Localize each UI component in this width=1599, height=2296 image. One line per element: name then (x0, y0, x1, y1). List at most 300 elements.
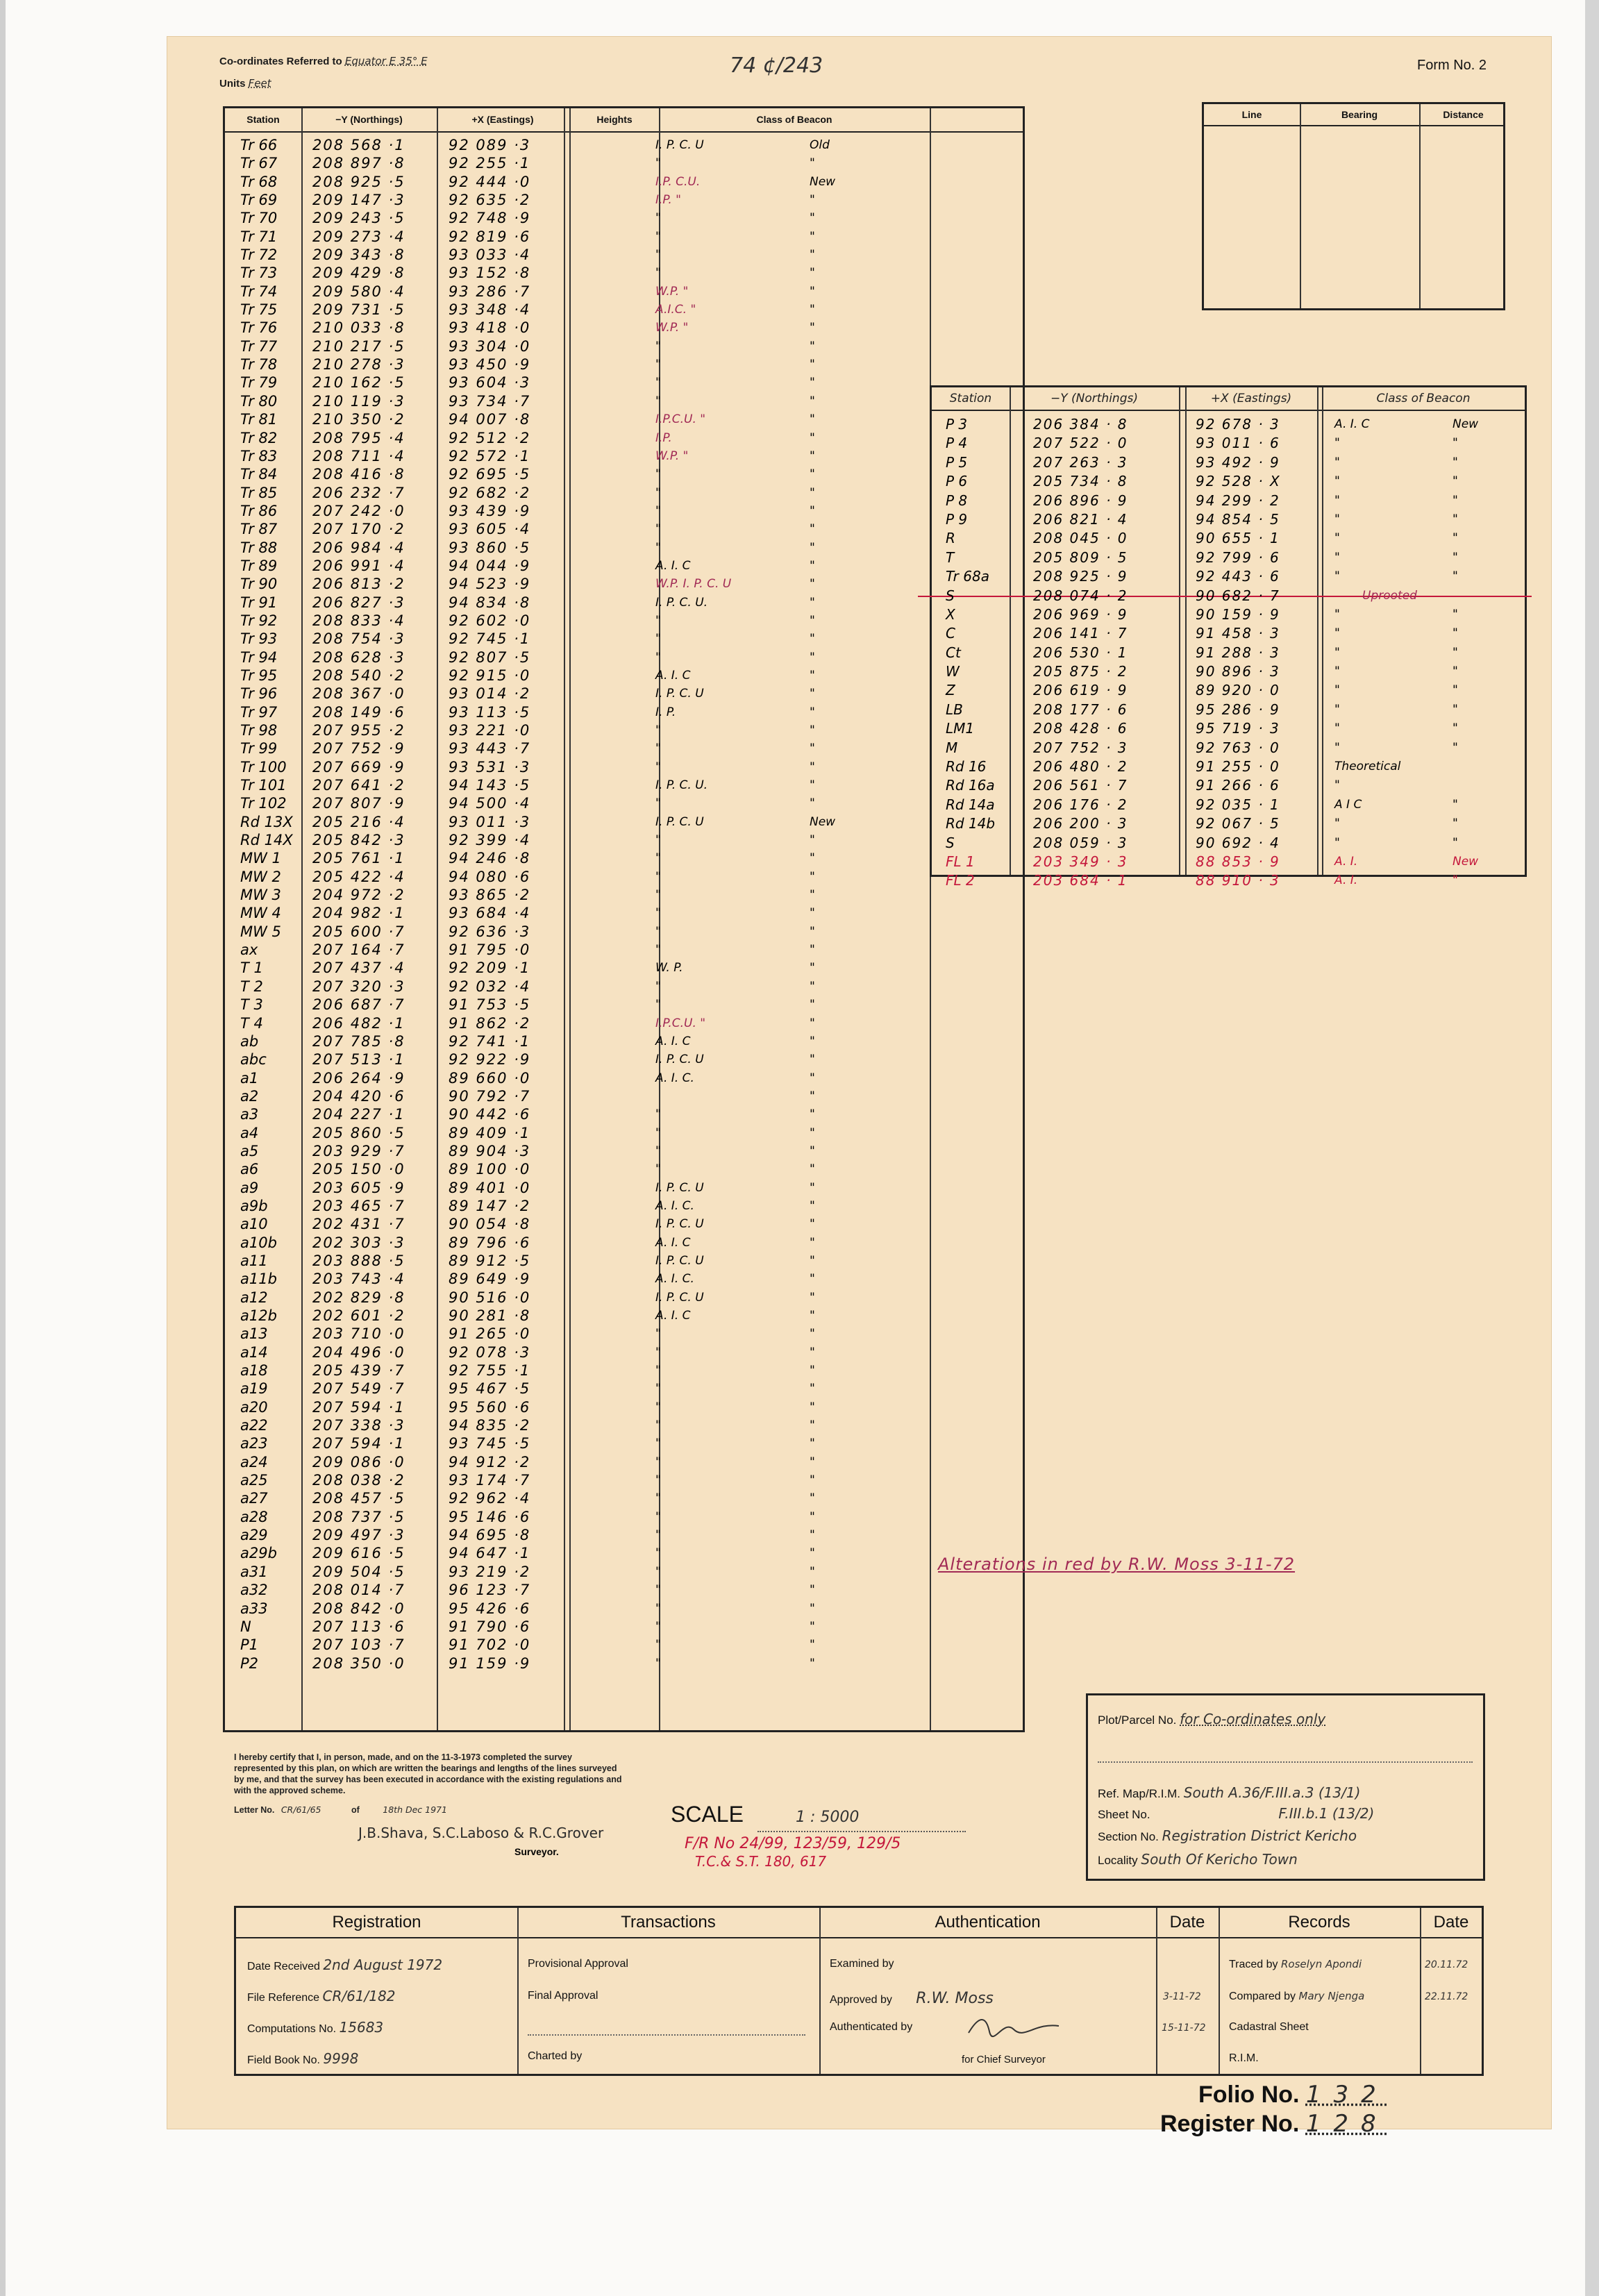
beacon-class-cell: " (1334, 683, 1340, 698)
northing-cell: 210 217 ·5 (312, 337, 405, 355)
beacon-class-cell: " (655, 1364, 661, 1378)
table-row (225, 246, 1023, 264)
table-row (225, 904, 1023, 922)
easting-cell: 93 348 ·4 (449, 301, 531, 319)
age-cell: Old (810, 138, 830, 152)
northing-cell: 206 969 · 9 (1033, 605, 1128, 623)
charted-by: Charted by (528, 2050, 583, 2062)
table-row (225, 264, 1023, 282)
station-cell: MW 1 (240, 850, 281, 867)
table-row (932, 548, 1525, 567)
age-cell: " (810, 906, 815, 921)
table-row (225, 1069, 1023, 1087)
easting-cell: 93 450 ·9 (449, 356, 531, 374)
age-cell: " (810, 961, 815, 975)
authentication-signature (965, 2012, 1062, 2040)
station-cell: Tr 69 (240, 192, 278, 209)
northing-cell: 210 162 ·5 (312, 374, 405, 392)
station-cell: Tr 83 (240, 447, 278, 464)
table-row (225, 685, 1023, 703)
approved-label: Approved by (830, 1994, 892, 2006)
beacon-class-cell: " (655, 1327, 661, 1341)
col-header-date: Date (1169, 1913, 1205, 1932)
northing-cell: 206 200 · 3 (1033, 815, 1128, 832)
easting-cell: 94 007 ·8 (449, 411, 531, 428)
northing-cell: 209 243 ·5 (312, 210, 405, 227)
age-cell: " (810, 1125, 815, 1140)
computations-line (247, 2019, 383, 2036)
easting-cell: 90 896 · 3 (1196, 663, 1280, 680)
final-approval: Final Approval (528, 1990, 598, 2002)
northing-cell: 207 594 ·1 (312, 1435, 405, 1452)
table-row (225, 959, 1023, 977)
easting-cell: 92 741 ·1 (449, 1032, 531, 1050)
age-cell: " (810, 248, 815, 262)
table-row (225, 923, 1023, 941)
table-row (932, 624, 1525, 643)
age-cell: New (1453, 417, 1479, 431)
easting-cell: 93 684 ·4 (449, 905, 531, 922)
beacon-class-cell: " (1334, 740, 1340, 755)
approved-signature: R.W. Moss (916, 1990, 994, 2007)
scan-edge-left (0, 0, 6, 2296)
age-cell: " (810, 1272, 815, 1287)
date-received-label: Date Received (247, 1961, 320, 1972)
easting-cell: 93 174 ·7 (449, 1472, 531, 1489)
northing-cell: 207 242 ·0 (312, 502, 405, 519)
col-header-distance: Distance (1443, 109, 1484, 120)
age-cell: New (810, 814, 836, 829)
table-row (932, 567, 1525, 586)
file-ref-value: CR/61/182 (322, 1988, 396, 2004)
easting-cell: 92 089 ·3 (449, 137, 531, 153)
station-cell: P 8 (946, 492, 968, 509)
table-row (225, 1215, 1023, 1233)
station-cell: C (946, 625, 955, 642)
age-cell: New (810, 174, 836, 189)
age-cell: " (810, 156, 815, 171)
beacon-class-cell: Uprooted (1362, 588, 1417, 603)
age-cell: " (1453, 740, 1458, 755)
easting-cell: 89 100 ·0 (449, 1161, 531, 1178)
station-cell: Tr 74 (240, 283, 278, 300)
age-cell: " (810, 211, 815, 226)
section-line (1098, 1827, 1357, 1844)
beacon-class-cell: " (655, 376, 661, 390)
beacon-class-cell: " (655, 650, 661, 664)
easting-cell: 92 635 ·2 (449, 192, 531, 209)
table-row (225, 502, 1023, 520)
station-cell: a33 (240, 1600, 268, 1617)
age-cell: " (1453, 835, 1458, 850)
table-row (225, 301, 1023, 319)
age-cell: " (810, 1143, 815, 1158)
northing-cell: 206 984 ·4 (312, 539, 405, 556)
beacon-class-cell: " (655, 1491, 661, 1506)
compared-line (1229, 1990, 1364, 2003)
station-cell: Rd 14X (240, 832, 293, 849)
easting-cell: 95 146 ·6 (449, 1508, 531, 1525)
easting-cell: 93 152 ·8 (449, 265, 531, 282)
beacon-class-cell: I.P. (655, 430, 672, 445)
easting-cell: 94 835 ·2 (449, 1417, 531, 1434)
table-row (225, 1032, 1023, 1050)
age-cell: " (810, 1638, 815, 1652)
northing-cell: 207 164 ·7 (312, 941, 405, 959)
age-cell: " (810, 1436, 815, 1451)
station-cell: Tr 82 (240, 429, 278, 446)
northing-cell: 204 972 ·2 (312, 887, 405, 904)
beacon-class-cell: A. I. (1334, 873, 1358, 888)
table-row (225, 1563, 1023, 1581)
letter-line (234, 1804, 623, 1816)
easting-cell: 91 862 ·2 (449, 1014, 531, 1032)
age-cell: " (810, 1198, 815, 1213)
station-cell: LM1 (946, 720, 975, 737)
table-row (225, 228, 1023, 246)
col-header-northings: −Y (Northings) (1050, 392, 1138, 405)
age-cell: " (810, 943, 815, 957)
beacon-class-cell: " (1334, 721, 1340, 736)
easting-cell: 89 904 ·3 (449, 1142, 531, 1159)
northing-cell: 206 991 ·4 (312, 557, 405, 574)
table-row (225, 868, 1023, 886)
scale-underline (757, 1831, 966, 1832)
ref-number: 74 ¢/243 (730, 53, 823, 78)
beacon-class-cell: W.P. " (655, 449, 689, 463)
easting-cell: 94 695 ·8 (449, 1527, 531, 1544)
station-cell: MW 3 (240, 887, 281, 904)
station-cell: N (240, 1618, 251, 1635)
beacon-class-cell: " (1334, 474, 1340, 489)
station-cell: ab (240, 1032, 259, 1050)
northing-cell: 204 496 ·0 (312, 1343, 405, 1361)
beacon-class-cell: " (655, 1509, 661, 1524)
register-label: Register No. (1160, 2111, 1300, 2137)
beacon-class-cell: " (655, 888, 661, 903)
northing-cell: 209 616 ·5 (312, 1545, 405, 1562)
table-row (932, 605, 1525, 624)
table-row (932, 510, 1525, 529)
table-row (225, 1581, 1023, 1599)
letter-no-label: Letter No. (234, 1805, 275, 1815)
easting-cell: 92 678 · 3 (1196, 416, 1280, 433)
station-cell: MW 5 (240, 923, 281, 940)
easting-cell: 93 443 ·7 (449, 740, 531, 757)
age-cell: " (1453, 702, 1458, 717)
northing-cell: 208 754 ·3 (312, 630, 405, 648)
beacon-class-cell: " (655, 924, 661, 939)
folio-label: Folio No. (1198, 2081, 1300, 2108)
easting-cell: 93 014 ·2 (449, 685, 531, 703)
easting-cell: 89 796 ·6 (449, 1234, 531, 1251)
beacon-class-cell: I. P. C. U (655, 1180, 704, 1195)
beacon-class-cell: " (1334, 493, 1340, 508)
beacon-class-cell: " (655, 1656, 661, 1670)
northing-cell: 206 687 ·7 (312, 996, 405, 1014)
beacon-class-cell: I. P. (655, 705, 676, 719)
easting-cell: 88 853 · 9 (1196, 853, 1280, 870)
easting-cell: 90 792 ·7 (449, 1087, 531, 1105)
age-cell: " (810, 760, 815, 774)
easting-cell: 94 912 ·2 (449, 1453, 531, 1470)
table-row (225, 721, 1023, 739)
table-row (932, 453, 1525, 472)
beacon-class-cell: " (655, 156, 661, 171)
beacon-class-cell: A I C (1334, 797, 1362, 812)
station-cell: Tr 92 (240, 612, 278, 629)
age-cell: " (810, 394, 815, 408)
northing-cell: 208 842 ·0 (312, 1600, 405, 1617)
beacon-class-cell: W.P. " (655, 321, 689, 335)
station-cell: P 5 (946, 453, 968, 471)
beacon-class-cell: " (1334, 607, 1340, 621)
easting-cell: 92 922 ·9 (449, 1051, 531, 1069)
northing-cell: 208 074 · 2 (1033, 587, 1128, 604)
beacon-class-cell: " (655, 1382, 661, 1396)
station-cell: P 6 (946, 473, 968, 490)
col-header-station: Station (246, 114, 280, 125)
table-row (225, 1087, 1023, 1105)
station-cell: Ct (946, 644, 961, 661)
age-cell: " (810, 723, 815, 737)
northing-cell: 206 232 ·7 (312, 484, 405, 501)
plot-line (1098, 1711, 1325, 1727)
northing-cell: 208 737 ·5 (312, 1508, 405, 1525)
beacon-class-cell: " (1334, 835, 1340, 850)
age-cell: " (810, 376, 815, 390)
station-cell: Tr 79 (240, 374, 278, 392)
examined-by: Examined by (830, 1958, 894, 1970)
station-cell: Tr 76 (240, 319, 278, 337)
col-header-class: Class of Beacon (756, 114, 832, 125)
age-cell: " (810, 1601, 815, 1616)
northing-cell: 204 982 ·1 (312, 905, 405, 922)
station-cell: a10b (240, 1234, 277, 1251)
age-cell: " (810, 1253, 815, 1268)
station-cell: Tr 87 (240, 521, 278, 538)
station-cell: T 4 (240, 1014, 263, 1032)
station-cell: FL 1 (946, 853, 975, 870)
easting-cell: 90 442 ·6 (449, 1106, 531, 1123)
table-row (225, 1105, 1023, 1123)
beacon-class-cell: " (655, 540, 661, 555)
station-cell: W (946, 663, 960, 680)
easting-cell: 92 443 · 6 (1196, 568, 1280, 585)
station-cell: a28 (240, 1508, 268, 1525)
northing-cell: 206 141 · 7 (1033, 625, 1128, 642)
age-cell: " (810, 303, 815, 317)
easting-cell: 93 745 ·5 (449, 1435, 531, 1452)
easting-cell: 91 702 ·0 (449, 1636, 531, 1654)
easting-cell: 93 286 ·7 (449, 283, 531, 300)
northing-cell: 205 216 ·4 (312, 813, 405, 830)
easting-cell: 92 745 ·1 (449, 630, 531, 648)
compared-value: Mary Njenga (1298, 1990, 1365, 2002)
northing-cell: 208 540 ·2 (312, 667, 405, 684)
locality-line (1098, 1851, 1298, 1868)
authenticated-date: 15-11-72 (1162, 2022, 1206, 2034)
plot-value: for Co-ordinates only (1180, 1711, 1326, 1727)
northing-cell: 208 628 ·3 (312, 648, 405, 666)
station-cell: P 4 (946, 435, 968, 452)
age-cell: " (1453, 493, 1458, 508)
table-row (225, 886, 1023, 904)
northing-cell: 207 103 ·7 (312, 1636, 405, 1654)
cadastral-sheet: Cadastral Sheet (1229, 2021, 1309, 2033)
age-cell: " (810, 1107, 815, 1122)
station-cell: Tr 97 (240, 703, 278, 721)
station-cell: a22 (240, 1417, 268, 1434)
age-cell: " (810, 869, 815, 884)
easting-cell: 93 439 ·9 (449, 502, 531, 519)
station-cell: a23 (240, 1435, 268, 1452)
age-cell: " (810, 430, 815, 445)
section-value: Registration District Kericho (1162, 1827, 1357, 1844)
table-row (225, 1361, 1023, 1380)
table-row (932, 796, 1525, 814)
table-row (932, 415, 1525, 434)
station-cell: abc (240, 1051, 267, 1069)
age-cell: " (810, 1546, 815, 1561)
easting-cell: 93 734 ·7 (449, 392, 531, 410)
station-cell: Rd 14a (946, 796, 995, 813)
northing-cell: 205 600 ·7 (312, 923, 405, 940)
registration-table (234, 1906, 1484, 2076)
northing-cell: 205 422 ·4 (312, 868, 405, 885)
station-cell: Tr 77 (240, 337, 278, 355)
easting-cell: 92 819 ·6 (449, 228, 531, 245)
northing-cell: 205 439 ·7 (312, 1362, 405, 1380)
station-cell: LB (946, 701, 963, 718)
easting-cell: 95 467 ·5 (449, 1380, 531, 1398)
compared-date: 22.11.72 (1425, 1991, 1468, 2002)
computations-value: 15683 (339, 2019, 384, 2036)
age-cell: " (810, 1034, 815, 1048)
of-label: of (351, 1805, 360, 1815)
easting-cell: 93 418 ·0 (449, 319, 531, 337)
scale-label: SCALE (671, 1802, 744, 1827)
table-row (225, 447, 1023, 465)
northing-cell: 209 497 ·3 (312, 1527, 405, 1544)
table-row (932, 834, 1525, 853)
northing-cell: 208 795 ·4 (312, 429, 405, 446)
refmap-label: Ref. Map/R.I.M. (1098, 1787, 1181, 1800)
northing-cell: 207 113 ·6 (312, 1618, 405, 1635)
northing-cell: 205 761 ·1 (312, 850, 405, 867)
northing-cell: 207 549 ·7 (312, 1380, 405, 1398)
station-cell: S (946, 587, 955, 604)
station-cell: T (946, 548, 955, 566)
station-cell: a29b (240, 1545, 277, 1562)
age-cell: " (810, 1053, 815, 1067)
station-cell: a4 (240, 1124, 259, 1141)
beacon-class-cell: I. P. C. U. (655, 595, 708, 610)
easting-cell: 92 032 ·4 (449, 978, 531, 995)
easting-cell: 94 143 ·5 (449, 777, 531, 794)
northing-cell: 209 504 ·5 (312, 1563, 405, 1580)
easting-cell: 94 500 ·4 (449, 795, 531, 812)
northing-cell: 209 343 ·8 (312, 246, 405, 264)
northing-cell: 206 482 ·1 (312, 1014, 405, 1032)
station-cell: a32 (240, 1582, 268, 1599)
age-cell: " (810, 1564, 815, 1579)
age-cell: " (810, 1382, 815, 1396)
table-row (225, 1270, 1023, 1288)
easting-cell: 90 054 ·8 (449, 1216, 531, 1233)
easting-cell: 92 636 ·3 (449, 923, 531, 940)
station-cell: P 3 (946, 416, 968, 433)
station-cell: Tr 78 (240, 356, 278, 374)
northing-cell: 207 263 · 3 (1033, 453, 1128, 471)
easting-cell: 89 401 ·0 (449, 1179, 531, 1196)
col-header-date-2: Date (1433, 1913, 1469, 1932)
coordinates-table (223, 106, 1025, 1732)
beacon-class-cell: " (1334, 436, 1340, 451)
beacon-class-cell: I. P. C. U. (655, 778, 708, 793)
plot-label: Plot/Parcel No. (1098, 1713, 1177, 1727)
northing-cell: 208 014 ·7 (312, 1582, 405, 1599)
beacon-class-cell: " (655, 358, 661, 372)
header-rule (225, 131, 1023, 133)
easting-cell: 94 854 · 5 (1196, 510, 1280, 528)
beacon-class-cell: " (655, 943, 661, 957)
northing-cell: 210 278 ·3 (312, 356, 405, 374)
table-row (225, 1600, 1023, 1618)
easting-cell: 92 755 ·1 (449, 1362, 531, 1380)
station-cell: T 3 (240, 996, 263, 1014)
table-row (225, 1289, 1023, 1307)
beacon-class-cell: " (655, 723, 661, 737)
table-row (932, 492, 1525, 510)
age-cell: " (810, 1071, 815, 1085)
table-row (225, 941, 1023, 959)
table-row (932, 529, 1525, 548)
table-row (225, 1471, 1023, 1489)
station-cell: a2 (240, 1087, 259, 1105)
easting-cell: 89 147 ·2 (449, 1197, 531, 1214)
station-cell: a9 (240, 1179, 259, 1196)
station-cell: Tr 89 (240, 557, 278, 574)
coordinates-line (219, 55, 428, 67)
station-cell: Tr 90 (240, 576, 278, 593)
table-row (225, 813, 1023, 831)
station-cell: P2 (240, 1654, 259, 1672)
refmap-value-2: F.III.b.1 (13/2) (1278, 1805, 1375, 1822)
northing-cell: 208 367 ·0 (312, 685, 405, 703)
table-row (225, 1636, 1023, 1654)
table-row (225, 831, 1023, 849)
easting-cell: 92 695 ·5 (449, 466, 531, 483)
date-received-value: 2nd August 1972 (323, 1956, 443, 1973)
easting-cell: 92 602 ·0 (449, 612, 531, 629)
station-cell: Tr 81 (240, 411, 278, 428)
age-cell: " (810, 1016, 815, 1030)
beacon-class-cell: I. P. C. U (655, 1290, 704, 1305)
easting-cell: 91 255 · 0 (1196, 758, 1280, 776)
age-cell: " (1453, 645, 1458, 660)
table-row (225, 136, 1023, 154)
age-cell: " (1453, 569, 1458, 584)
station-cell: Tr 95 (240, 667, 278, 684)
station-cell: Rd 16 (946, 758, 987, 776)
header-rule (236, 1937, 1482, 1938)
easting-cell: 92 572 ·1 (449, 447, 531, 464)
age-cell: " (810, 1327, 815, 1341)
northing-cell: 206 561 · 7 (1033, 777, 1128, 794)
table-row (225, 1179, 1023, 1197)
easting-cell: 92 962 ·4 (449, 1490, 531, 1507)
